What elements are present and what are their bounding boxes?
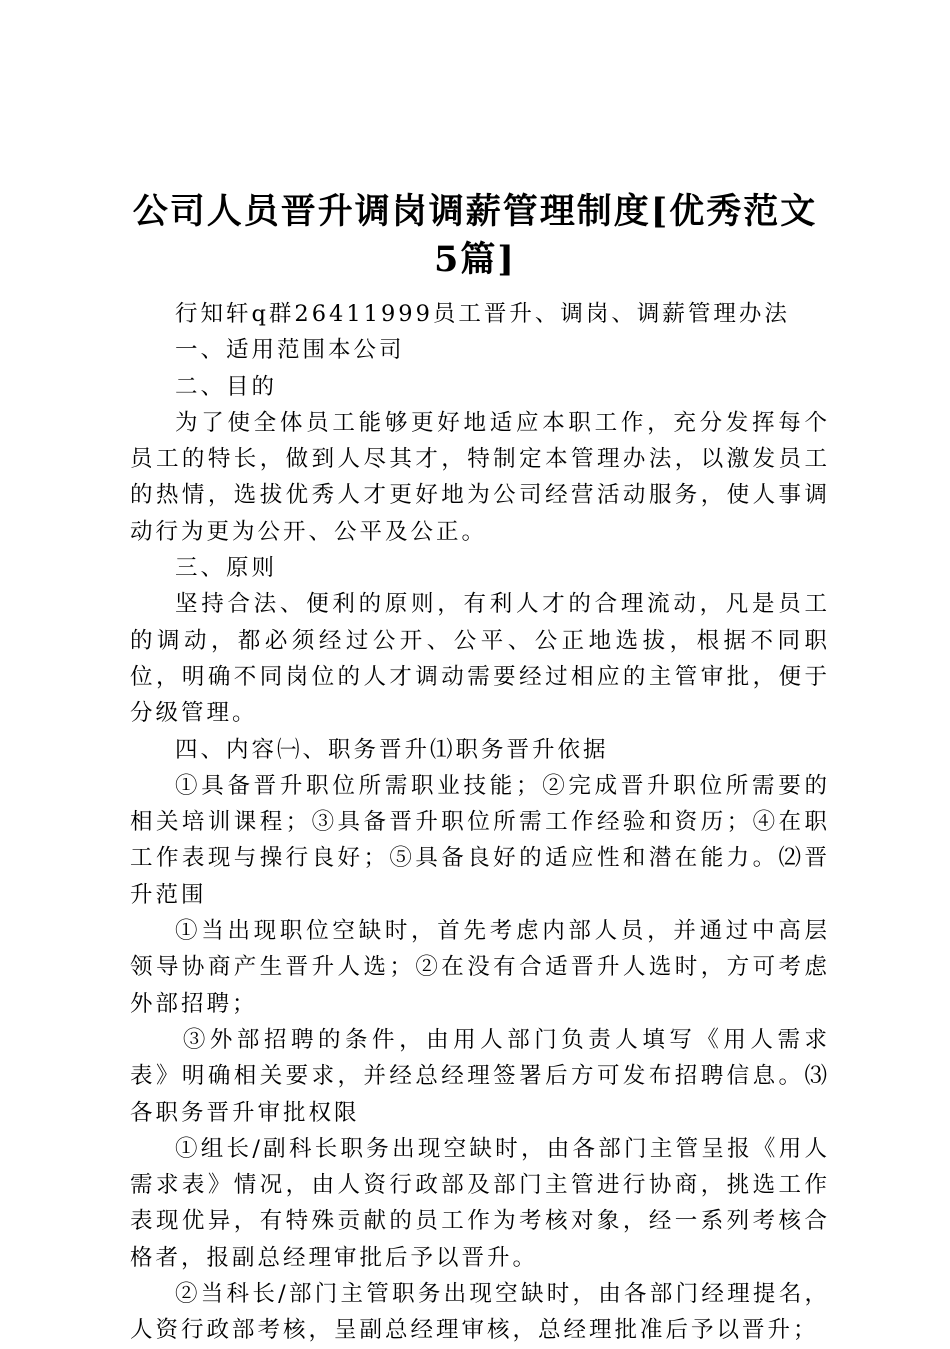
document-body <box>130 296 830 1349</box>
section-scope-heading: 一、适用范围本公司 <box>175 337 405 364</box>
approval-section-chief-paragraph: ②当科长/部门主管职务出现空缺时，由各部门经理提名，人资行政部考核，呈副总经理审核，总经理批准后予以晋升； <box>130 1281 830 1344</box>
purpose-paragraph: 为了使全体员工能够更好地适应本职工作，充分发挥每个员工的特长，做到人尽其才，特制定本管理办法，以激发员工的热情，选拔优秀人才更好地为公司经营活动服务，使人事调动行为更为公开、公平及公正。 <box>130 409 830 545</box>
external-recruitment-paragraph: ③外部招聘的条件，由用人部门负责人填写《用人需求表》明确相关要求，并经总经理签署后方可发布招聘信息。⑶各职务晋升审批权限 <box>130 1026 830 1126</box>
intro-line: 行知轩q群26411999员工晋升、调岗、调薪管理办法 <box>175 301 790 327</box>
promotion-scope-paragraph: ①当出现职位空缺时，首先考虑内部人员，并通过中高层领导协商产生晋升人选；②在没有合适晋升人选时，方可考虑外部招聘； <box>130 918 830 1017</box>
section-content-heading: 四、内容㈠、职务晋升⑴职务晋升依据 <box>175 736 609 763</box>
section-principle-heading: 三、原则 <box>175 555 278 582</box>
approval-team-leader-paragraph: ①组长/副科长职务出现空缺时，由各部门主管呈报《用人需求表》情况，由人资行政部及部门主管进行协商，挑选工作表现优异，有特殊贡献的员工作为考核对象，经一系列考核合格者，报副总经理审批后予以晋升。 <box>130 1135 830 1271</box>
principle-paragraph: 坚持合法、便利的原则，有利人才的合理流动，凡是员工的调动，都必须经过公开、公平、公正地选拔，根据不同职位，明确不同岗位的人才调动需要经过相应的主管审批，便于分级管理。 <box>130 591 830 727</box>
promotion-basis-paragraph: ①具备晋升职位所需职业技能；②完成晋升职位所需要的相关培训课程；③具备晋升职位所需工作经验和资历；④在职工作表现与操行良好；⑤具备良好的适应性和潜在能力。⑵晋升范围 <box>130 772 830 908</box>
section-purpose-heading: 二、目的 <box>175 373 278 400</box>
document-title: 公司人员晋升调岗调薪管理制度[优秀范文5篇] <box>132 191 818 280</box>
